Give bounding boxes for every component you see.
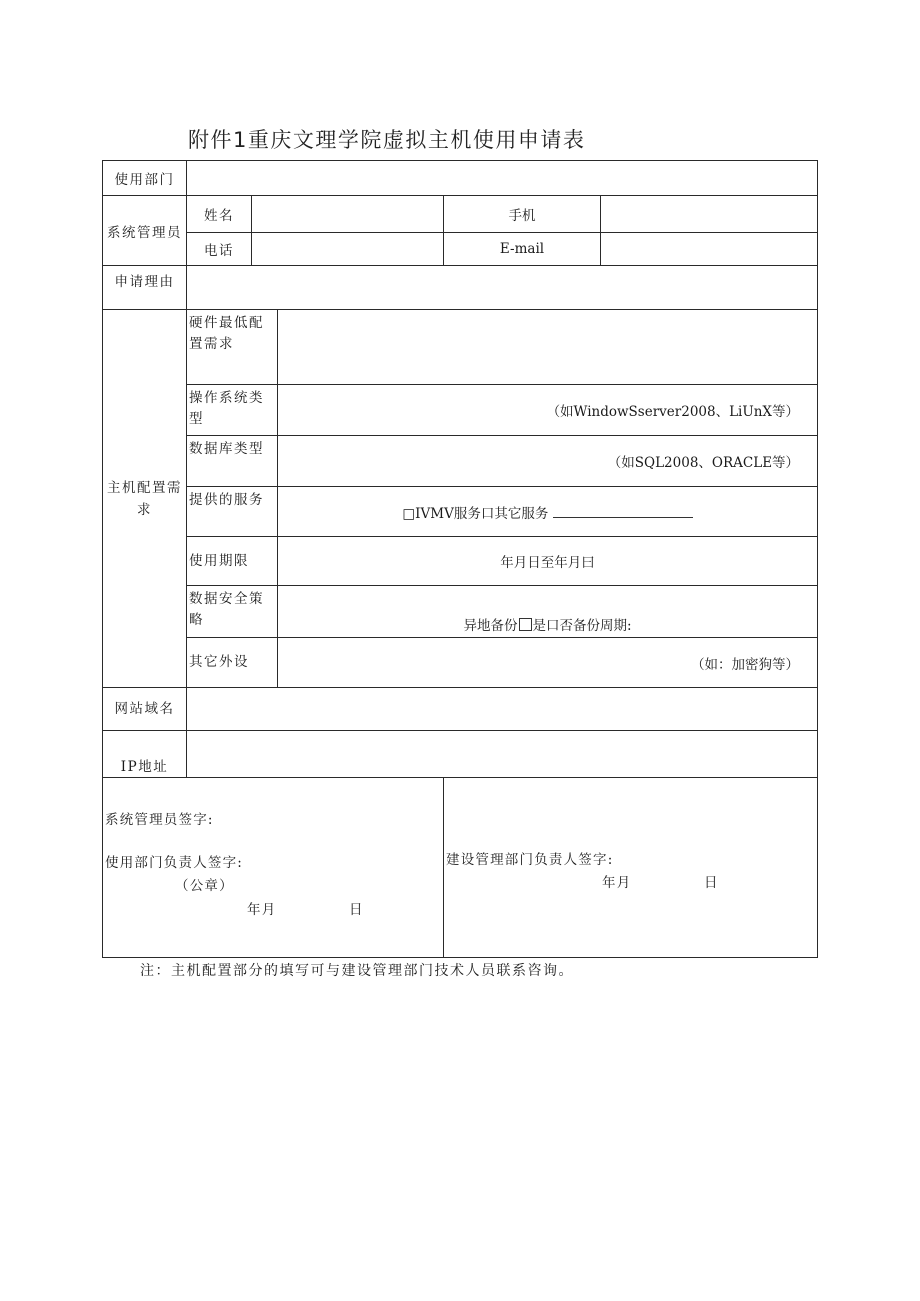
admin-sign-label: 系统管理员签字: [105, 812, 214, 828]
offsite-backup-checkbox[interactable] [519, 618, 532, 631]
footnote: 注：主机配置部分的填写可与建设管理部门技术人员联系咨询。 [140, 963, 574, 979]
construction-sign-label: 建设管理部门负责人签字: [446, 852, 614, 868]
other-service-blank[interactable] [553, 505, 693, 518]
left-signature-cell[interactable] [103, 778, 444, 958]
left-date-day: 日 [349, 902, 364, 918]
domain-label: 网站域名 [103, 688, 187, 731]
reason-field[interactable] [187, 266, 818, 310]
service-text: □IVMV服务口其它服务 [402, 505, 549, 522]
right-date-year-month: 年月 [602, 875, 632, 891]
email-field[interactable] [601, 233, 818, 266]
security-label: 数据安全策略 [187, 586, 278, 638]
page-title: 附件1重庆文理学院虚拟主机使用申请表 [188, 128, 586, 152]
os-hint[interactable]: （如WindowSserver2008、LiUnX等） [278, 385, 818, 436]
email-label: E-mail [444, 233, 601, 266]
security-field[interactable] [278, 586, 818, 638]
admin-label: 系统管理员 [103, 196, 187, 266]
period-field[interactable]: 年月日至年月曰 [278, 537, 818, 586]
dept-label: 使用部门 [103, 161, 187, 196]
security-prefix: 异地备份 [463, 618, 518, 634]
right-signature-cell[interactable] [444, 778, 818, 958]
os-label: 操作系统类型 [187, 385, 278, 436]
service-label: 提供的服务 [187, 487, 278, 537]
left-date-year-month: 年月 [247, 902, 277, 918]
hardware-label: 硬件最低配置需求 [187, 310, 278, 385]
domain-field[interactable] [187, 688, 818, 731]
phone-label: 电话 [187, 233, 252, 266]
phone-field[interactable] [252, 233, 444, 266]
seal-label: （公章） [175, 878, 234, 894]
dept-field[interactable] [187, 161, 818, 196]
host-config-label: 主机配置需求 [103, 310, 187, 688]
peripheral-label: 其它外设 [187, 638, 278, 688]
dept-head-sign-label: 使用部门负责人签字: [105, 855, 244, 871]
db-hint[interactable]: （如SQL2008、ORACLE等） [278, 436, 818, 487]
db-label: 数据库类型 [187, 436, 278, 487]
mobile-field[interactable] [601, 196, 818, 233]
right-date-day: 日 [704, 875, 719, 891]
reason-label: 申请理由 [103, 266, 187, 310]
security-suffix: 是口否备份周期: [532, 618, 632, 634]
ip-label: IP地址 [103, 731, 187, 778]
peripheral-hint[interactable]: （如：加密狗等） [278, 638, 818, 688]
mobile-label: 手机 [444, 196, 601, 233]
hardware-field[interactable] [278, 310, 818, 385]
ip-field[interactable] [187, 731, 818, 778]
name-label: 姓名 [187, 196, 252, 233]
service-field[interactable] [278, 487, 818, 537]
period-label: 使用期限 [187, 537, 278, 586]
name-field[interactable] [252, 196, 444, 233]
application-form-table [102, 160, 818, 958]
